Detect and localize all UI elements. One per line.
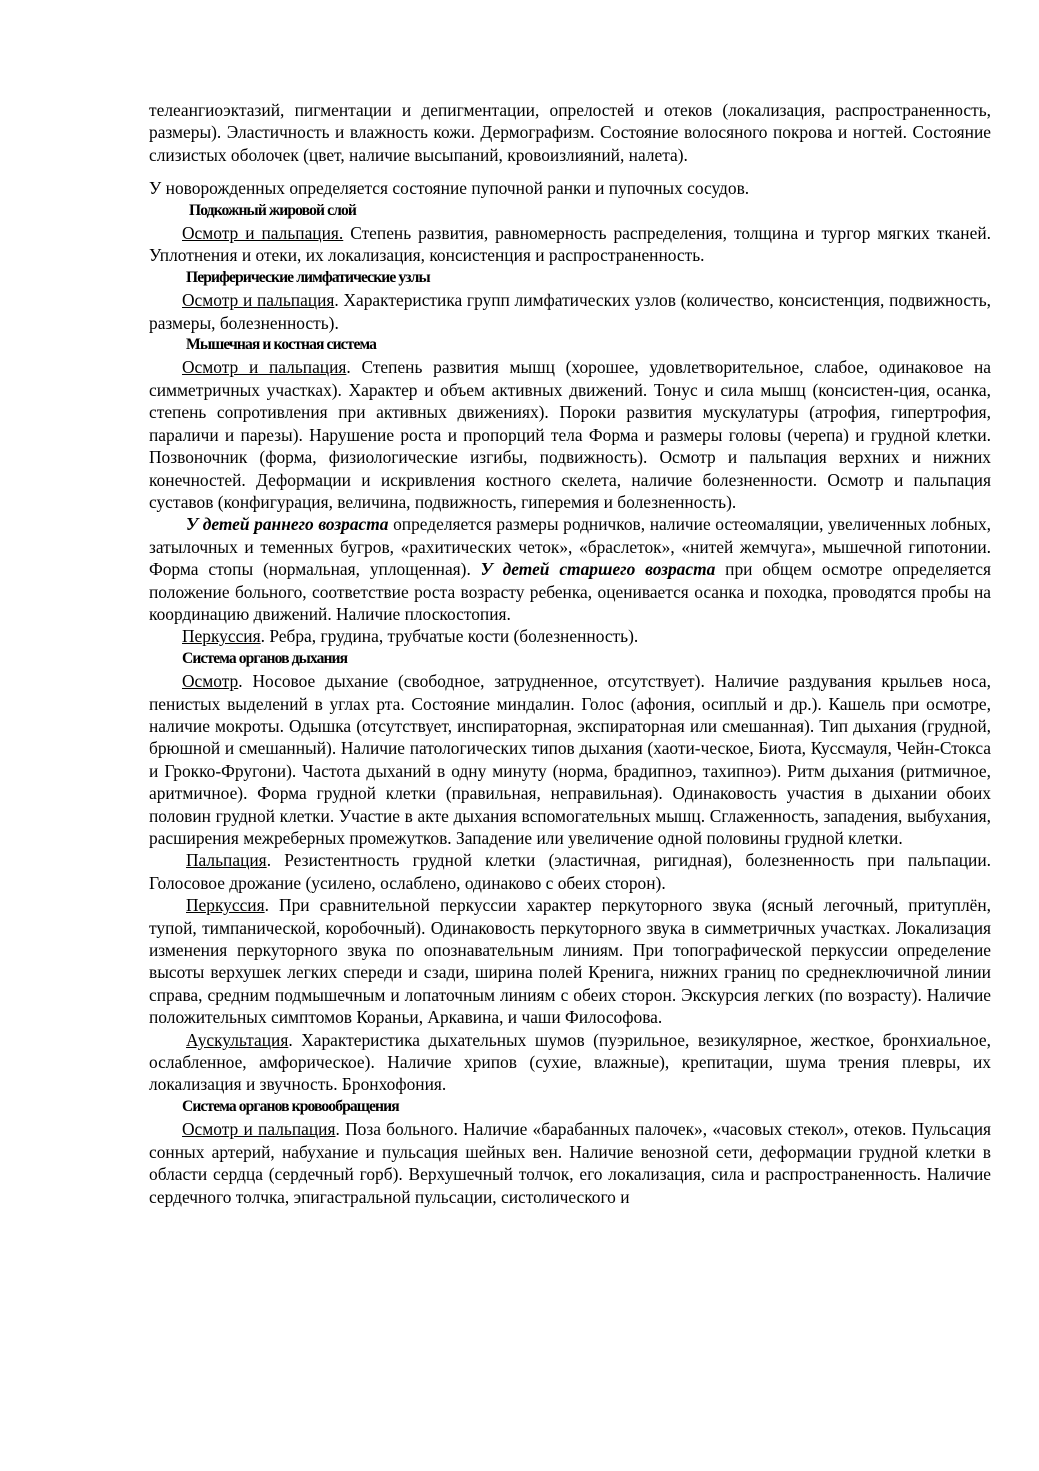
paragraph-text: определяется размеры родничков, наличие остеомаляции, увеличенных лобных, затылочных и теменных бугров, «рахитических четок», «браслеток», «нитей жемчуга», мышечной гипотонии. Форма стопы (нормальная, уплощенная). [149,514,992,580]
heading-respiratory: Система органов дыхания [182,649,348,667]
heading-musculoskeletal: Мышечная и костная система [186,336,376,354]
paragraph-subcutaneous [149,222,991,267]
lead-inspection: Осмотр [182,671,239,692]
heading-circulatory: Система органов кровообращения [182,1097,399,1115]
paragraph-text: Степень развития, равномерность распределения, толщина и тургор мягких тканей. Уплотнения и отеки, их локализация, консистенция и распространенность. [149,223,991,266]
paragraph-newborn-umbilical: У новорожденных определяется состояние пупочной ранки и пупочных сосудов. [149,178,750,199]
paragraph-text: при общем осмотре определяется положение больного, соответствие роста возрасту ребенка, оценивается осанка и походка, проводятся пробы на координацию движений. Наличие плоскостопия. [149,559,991,624]
paragraph-bone-percussion [149,625,991,647]
lead-auscultation: Аускультация [186,1029,289,1050]
paragraph-respiratory-palpation [149,849,991,894]
lead-inspection-palpation: Осмотр и пальпация. [182,223,344,244]
paragraph-respiratory-percussion [149,894,991,1028]
paragraph-text: . При сравнительной перкуссии характер перкуторного звука (ясный легочный, притуплён, тупой, тимпанической, коробочный). Одинаковость перкуторного звука в симметричных участках. Локализация изменения перкуторного звука по опознавательным линиям. При топографической перкуссии определение высоты верхушек легких спереди и сзади, ширина полей Кренига, нижних границ по среднеключичной линии справа, средним подмышечным и лопаточным линиям с обеих сторон. Экскурсия легких (по возрасту). Наличие положительных симптомов Кораньи, Аркавина, и чаши Философова. [149,895,991,1028]
paragraph-musculoskeletal [149,356,991,513]
paragraph-skin-continuation: телеангиоэктазий, пигментации и депигментации, опрелостей и отеков (локализация, распространенность, размеры). Эластичность и влажность кожи. Дермографизм. Состояние волосяного покрова и ногтей. Состояние слизистых оболочек (цвет, наличие высыпаний, кровоизлияний, налета). [149,100,991,165]
lead-inspection-palpation: Осмотр и пальпация [182,1119,336,1140]
lead-early-age: У детей раннего возраста [186,514,389,535]
paragraph-text: . Поза больного. Наличие «барабанных палочек», «часовых стекол», отеков. Пульсация сонных артерий, набухание и пульсация шейных вен. Наличие венозной сети, деформации грудной клетки в области сердца (сердечный горб). Верхушечный толчок, его локализация, сила и распространенность. Наличие сердечного толчка, эпигастральной пульсации, систолического и [149,1119,991,1207]
paragraph-circulatory [149,1118,991,1208]
paragraph-text: . Носовое дыхание (свободное, затрудненное, отсутствует). Наличие раздувания крыльев носа, пенистых выделений в углах рта. Состояние миндалин. Голос (афония, осиплый и др.). Кашель при осмотре, наличие мокроты. Одышка (отсутствует, инспираторная, экспираторная или смешанная). Тип дыхания (грудной, брюшной и смешанный). Наличие патологических типов дыхания (хаоти-ческое, Биота, Куссмауля, Чейн-Стокса и Грокко-Фругони). Частота дыханий в одну минуту (норма, брадипноэ, тахипноэ). Ритм дыхания (ритмичное, аритмичное). Форма грудной клетки (правильная, неправильная). Одинаковость участия в дыхании обоих половин грудной клетки. Участие в акте дыхания вспомогательных мышц. Сглаженность, западения, выбухания, расширения межреберных промежутков. Западение или увеличение одной половины грудной клетки. [149,671,991,848]
lead-older-age: У детей старшего возраста [480,559,716,580]
paragraph-text: . Ребра, грудина, трубчатые кости (болезненность). [260,626,639,647]
lead-percussion: Перкуссия [186,895,265,916]
paragraph-text: . Резистентность грудной клетки (эластичная, ригидная), болезненность при пальпации. Голосовое дрожание (усилено, ослаблено, одинаково с обеих сторон). [149,850,991,893]
paragraph-lymph-nodes [149,289,991,334]
document-page [149,99,991,1208]
lead-percussion: Перкуссия [182,626,261,647]
paragraph-text: . Характеристика групп лимфатических узлов (количество, консистенция, подвижность, размеры, болезненность). [149,290,991,333]
lead-inspection-palpation: Осмотр и пальпация [182,357,347,378]
paragraph-respiratory-auscultation [149,1029,991,1096]
lead-inspection-palpation: Осмотр и пальпация [182,290,335,311]
heading-subcutaneous-fat: Подкожный жировой слой [189,201,356,219]
lead-palpation: Пальпация [186,850,267,871]
paragraph-text: . Характеристика дыхательных шумов (пуэрильное, везикулярное, жесткое, бронхиальное, ослабленное, амфорическое). Наличие хрипов (сухие, влажные), крепитации, шума трения плевры, их локализация и звучность. Бронхофония. [149,1029,991,1095]
paragraph-text: . Степень развития мышц (хорошее, удовлетворительное, слабое, одинаковое на симметричных участках). Характер и объем активных движений. Тонус и сила мышц (консистен-ция, осанка, степень сопротивления при активных движениях). Пороки развития мускулатуры (атрофия, гипертрофия, параличи и парезы). Нарушение роста и пропорций тела Форма и размеры головы (черепа) и грудной клетки. Позвоночник (форма, физиологические изгибы, подвижность). Осмотр и пальпация верхних и нижних конечностей. Деформации и искривления костного скелета, наличие болезненности. Осмотр и пальпация суставов (конфигурация, величина, подвижность, гиперемия и болезненность). [149,357,991,512]
paragraph-age-groups [149,513,991,625]
heading-lymph-nodes: Периферические лимфатические узлы [186,268,430,286]
paragraph-respiratory-inspection [149,670,991,849]
